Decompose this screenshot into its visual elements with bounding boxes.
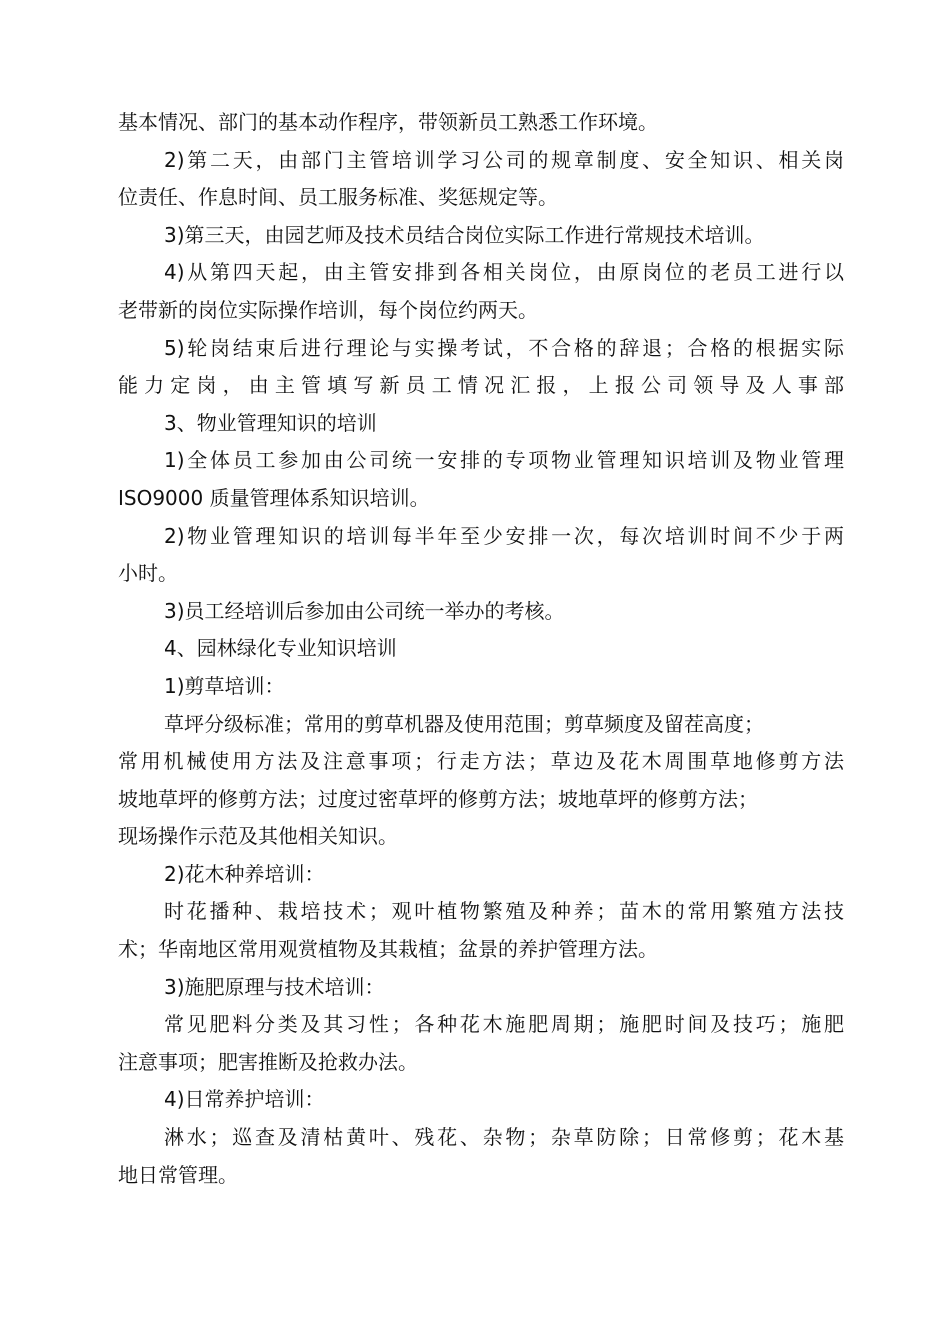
text-line: 3)施肥原理与技术培训： [164, 974, 385, 999]
text-line: 4)日常养护培训： [164, 1087, 325, 1112]
text-line: 老带新的岗位实际操作培训，每个岗位约两天。 [118, 297, 538, 322]
text-line: 4)从第四天起，由主管安排到各相关岗位，由原岗位的老员工进行以 [164, 260, 844, 285]
text-line: 4、园林绿化专业知识培训 [164, 636, 397, 661]
text-line: 坡地草坪的修剪方法；过度过密草坪的修剪方法；坡地草坪的修剪方法； [118, 786, 758, 811]
text-line: 2)花木种养培训： [164, 861, 325, 886]
text-line: 5)轮岗结束后进行理论与实操考试，不合格的辞退；合格的根据实际 [164, 335, 844, 360]
text-line: 淋水；巡查及清枯黄叶、残花、杂物；杂草防除；日常修剪；花木基 [164, 1125, 844, 1150]
text-line: 常见肥料分类及其习性；各种花木施肥周期；施肥时间及技巧；施肥 [164, 1012, 844, 1037]
text-line: 地日常管理。 [118, 1162, 238, 1187]
text-line: ISO9000 质量管理体系知识培训。 [118, 485, 430, 510]
text-line: 能力定岗，由主管填写新员工情况汇报，上报公司领导及人事部 [118, 373, 844, 398]
text-line: 草坪分级标准；常用的剪草机器及使用范围；剪草频度及留茬高度； [164, 711, 764, 736]
text-line: 术；华南地区常用观赏植物及其栽植；盆景的养护管理方法。 [118, 937, 658, 962]
text-line: 3)第三天，由园艺师及技术员结合岗位实际工作进行常规技术培训。 [164, 222, 765, 247]
text-line: 注意事项；肥害推断及抢救办法。 [118, 1049, 418, 1074]
text-line: 1)剪草培训： [164, 673, 285, 698]
text-line: 时花播种、栽培技术；观叶植物繁殖及种养；苗木的常用繁殖方法技 [164, 899, 844, 924]
text-line: 3、物业管理知识的培训 [164, 410, 377, 435]
text-line: 3)员工经培训后参加由公司统一举办的考核。 [164, 598, 565, 623]
text-line: 常用机械使用方法及注意事项；行走方法；草边及花木周围草地修剪方法 [118, 749, 844, 774]
text-line: 1)全体员工参加由公司统一安排的专项物业管理知识培训及物业管理 [164, 448, 844, 473]
text-line: 小时。 [118, 561, 178, 586]
text-line: 2)第二天，由部门主管培训学习公司的规章制度、安全知识、相关岗 [164, 147, 844, 172]
text-line: 基本情况、部门的基本动作程序，带领新员工熟悉工作环境。 [118, 110, 658, 134]
text-line: 位责任、作息时间、员工服务标准、奖惩规定等。 [118, 185, 558, 210]
document-body [118, 104, 844, 1194]
text-line: 现场操作示范及其他相关知识。 [118, 824, 398, 849]
text-line: 2)物业管理知识的培训每半年至少安排一次，每次培训时间不少于两 [164, 523, 844, 548]
